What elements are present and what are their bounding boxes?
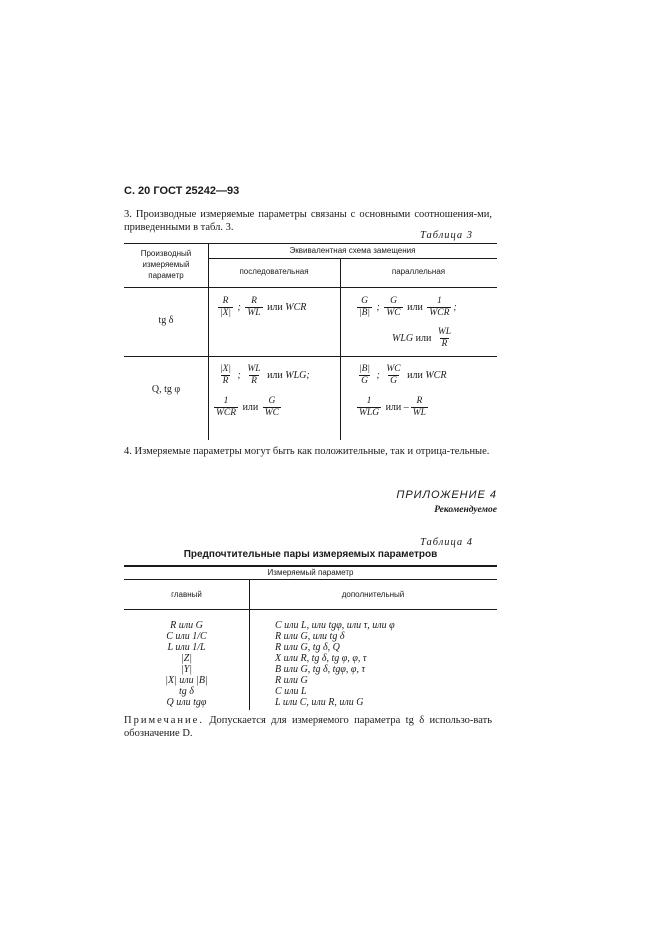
fraction: $\frac{G}{|B|}$ <box>359 296 371 318</box>
fraction: $\frac{WL}{R}$ <box>247 364 261 386</box>
table3-col-parallel: параллельная <box>391 267 446 276</box>
table3-row2-parallel-line2: $\frac{1}{\text{WLG}}$ или – $\frac{R}{WL}$ <box>359 396 426 418</box>
table-row: L или C, или R, или G <box>275 697 364 708</box>
fraction: $\frac{G}{WC}$ <box>264 396 280 418</box>
table3-col-equiv: Эквивалентная схема замещения <box>289 246 416 255</box>
table-row: R или G, или tg δ <box>275 631 345 642</box>
table3-row1-param: tg δ <box>158 315 174 326</box>
table-row: R или G <box>275 675 308 686</box>
table-row: |X| или |B| <box>165 675 208 686</box>
table-row: R или G <box>170 620 203 631</box>
table4-group-rule <box>124 579 497 580</box>
table4-main-column <box>124 620 249 708</box>
table-row: X или R, tg δ, tg φ, φ, τ <box>275 653 367 664</box>
table4-top-rule <box>124 565 497 567</box>
table3-row2-series-line2: $\frac{1}{\text{WCR}}$ или $\frac{G}{WC}$ <box>216 396 280 418</box>
table-row: C или L, или tgφ, или τ, или φ <box>275 620 395 631</box>
note-text: Допускается для измеряемого параметра tg δ использо-вать обозначение D. <box>124 715 493 739</box>
fraction: $\frac{|B|}{G}$ <box>359 364 371 386</box>
table3-row2-param: Q, tg φ <box>151 384 181 395</box>
table4-header-rule <box>124 609 497 610</box>
table-row: L или 1/L <box>167 642 206 653</box>
table-row: B или G, tg δ, tgφ, φ, τ <box>275 664 366 675</box>
table3-col-param: Производный измеряемый параметр <box>140 249 192 280</box>
page-header: С. 20 ГОСТ 25242—93 <box>124 185 240 197</box>
table-row: Q или tgφ <box>166 697 207 708</box>
table3-row-rule <box>124 356 497 357</box>
table-row: tg δ <box>179 686 194 697</box>
table3-col-series: последовательная <box>239 267 309 276</box>
table3-divider-v2 <box>340 258 341 440</box>
appendix-title: ПРИЛОЖЕНИЕ 4 <box>396 489 497 501</box>
table3-caption: Таблица 3 <box>420 230 474 241</box>
table4-caption: Таблица 4 <box>420 537 474 548</box>
table3-row2-parallel-line1: $\frac{|B|}{G}$ ; $\frac{WC}{G}$ или WCR <box>359 364 447 386</box>
table-row: |Y| <box>180 664 193 675</box>
paragraph-4: 4. Измеряемые параметры могут быть как положительные, так и отрица-тельные. <box>124 446 490 457</box>
fraction: $\frac{G}{WC}$ <box>386 296 401 318</box>
table4-col-group: Измеряемый параметр <box>267 568 354 577</box>
fraction: $\frac{1}{\text{WLG}}$ <box>359 396 380 418</box>
table-row: C или L <box>275 686 307 697</box>
appendix-subtitle: Рекомендуемое <box>434 505 497 515</box>
fraction: $\frac{WL}{R}$ <box>437 327 452 349</box>
table3-row1-parallel-line1: $\frac{G}{|B|}$ ; $\frac{G}{WC}$ или $\frac{1}{\text{WCR}}$ ; <box>359 296 457 318</box>
note <box>124 714 492 740</box>
table-row: |Z| <box>180 653 193 664</box>
table4-col-extra: дополнительный <box>341 590 405 599</box>
table3-row1-series: $\frac{R}{|X|}$ ; $\frac{R}{WL}$ или WCR <box>220 296 307 318</box>
table4-extra-column <box>275 620 395 708</box>
fraction: $\frac{R}{WL}$ <box>247 296 261 318</box>
paragraph-3: 3. Производные измеряемые параметры связаны с основными соотношения-ми, приведенными в табл. 3. <box>124 209 492 233</box>
fraction: $\frac{WC}{G}$ <box>386 364 401 386</box>
table3-row2-series-line1: $\frac{|X|}{R}$ ; $\frac{WL}{R}$ или WLG; <box>220 364 310 386</box>
table-row: C или 1/C <box>166 631 207 642</box>
table3-header-rule <box>124 287 497 288</box>
fraction: $\frac{1}{\text{WCR}}$ <box>216 396 237 418</box>
note-label: Примечание. <box>124 715 204 726</box>
fraction: $\frac{1}{\text{WCR}}$ <box>429 296 450 318</box>
table3-row1-parallel-line2: WLG или $\frac{WL}{R}$ <box>392 327 452 349</box>
table-row: R или G, tg δ, Q <box>275 642 340 653</box>
table3-top-rule <box>124 243 497 244</box>
table4-col-main: главный <box>171 590 202 599</box>
fraction: $\frac{R}{|X|}$ <box>220 296 232 318</box>
table3-subheader-rule <box>208 258 497 259</box>
table4-title: Предпочтительные пары измеряемых параметров <box>183 549 438 560</box>
fraction: $\frac{|X|}{R}$ <box>220 364 232 386</box>
fraction: $\frac{R}{WL}$ <box>412 396 426 418</box>
